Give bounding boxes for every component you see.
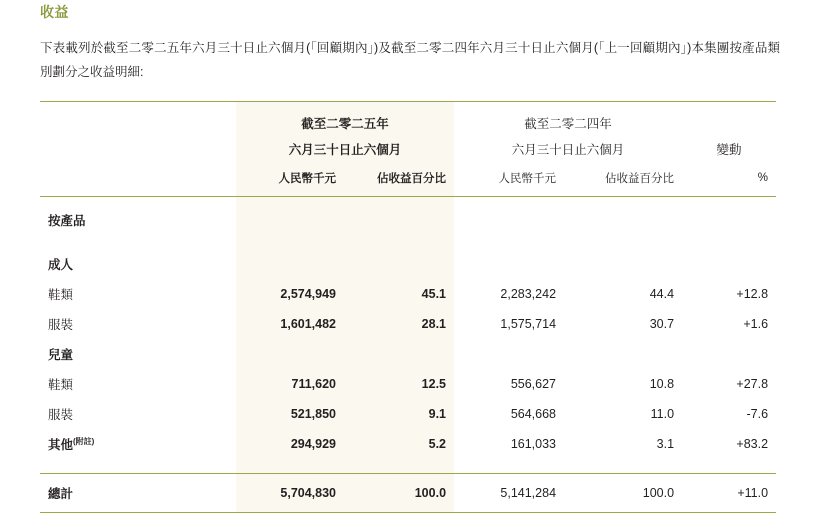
change-percent: +1.6 (743, 316, 769, 331)
other-label-text: 其他 (48, 437, 74, 452)
table-header-group-row (40, 101, 776, 136)
change-percent-total: +11.0 (682, 473, 776, 512)
header-change-label: 變動 (716, 142, 742, 157)
group-label-adult: 成人 (48, 257, 74, 272)
row-label-other (40, 429, 236, 459)
current-percent: 5.2 (344, 429, 454, 459)
section-label-by-product: 按產品 (48, 213, 86, 228)
prior-percent: 10.8 (649, 376, 675, 391)
change-percent: +27.8 (736, 376, 769, 391)
current-amount: 711,620 (236, 369, 344, 399)
current-percent-total: 100.0 (344, 473, 454, 512)
header-prior-period-title: 截至二零二四年 (454, 101, 682, 136)
table-row (40, 399, 776, 429)
footnote-marker: (附註) (73, 436, 95, 446)
prior-amount: 564,668 (510, 406, 557, 421)
row-label: 服裝 (48, 317, 74, 332)
row-label: 服裝 (48, 407, 74, 422)
group-header-row (40, 339, 776, 369)
row-label: 鞋類 (48, 287, 74, 302)
header-current-pct-unit: 佔收益百分比 (344, 168, 454, 196)
current-amount: 521,850 (236, 399, 344, 429)
current-percent: 12.5 (344, 369, 454, 399)
current-percent: 28.1 (344, 309, 454, 339)
change-percent: +83.2 (736, 436, 769, 451)
row-label-total: 總計 (40, 473, 236, 512)
current-percent: 9.1 (344, 399, 454, 429)
table-row (40, 309, 776, 339)
prior-amount: 161,033 (510, 436, 557, 451)
table-header-units-row (40, 168, 776, 196)
page-title: 收益 (40, 4, 69, 20)
prior-percent: 3.1 (656, 436, 675, 451)
prior-percent: 11.0 (650, 406, 675, 421)
prior-amount: 2,283,242 (500, 286, 557, 301)
header-prior-period-subtitle: 六月三十日止六個月 (511, 142, 625, 157)
table-header-subgroup-row (40, 136, 776, 168)
current-amount-total: 5,704,830 (236, 473, 344, 512)
table-section-label-row (40, 205, 776, 235)
header-current-period-title: 截至二零二五年 (236, 101, 454, 136)
change-percent: -7.6 (746, 406, 769, 421)
current-amount: 294,929 (236, 429, 344, 459)
change-percent: +12.8 (736, 286, 769, 301)
prior-amount-total: 5,141,284 (454, 473, 564, 512)
header-prior-rmb-unit: 人民幣千元 (498, 172, 557, 185)
current-amount: 1,601,482 (236, 309, 344, 339)
prior-percent: 30.7 (649, 316, 675, 331)
header-current-rmb-unit: 人民幣千元 (236, 168, 344, 196)
row-label: 鞋類 (48, 377, 74, 392)
prior-percent-total: 100.0 (564, 473, 682, 512)
spacer (40, 196, 776, 205)
header-change-unit: % (757, 171, 769, 184)
revenue-breakdown-table (40, 101, 776, 513)
header-prior-pct-unit: 佔收益百分比 (605, 172, 675, 185)
prior-amount: 556,627 (510, 376, 557, 391)
current-amount: 2,574,949 (236, 279, 344, 309)
group-label-kids: 兒童 (48, 347, 74, 362)
group-header-row (40, 249, 776, 279)
prior-amount: 1,575,714 (500, 316, 557, 331)
spacer (40, 235, 776, 249)
spacer (40, 459, 776, 473)
intro-paragraph: 下表載列於截至二零二五年六月三十日止六個月(「回顧期內」)及截至二零二四年六月三十日止六個月(「上一回顧期內」)本集團按產品類別劃分之收益明細: (40, 41, 780, 80)
current-percent: 45.1 (344, 279, 454, 309)
header-current-period-subtitle: 六月三十日止六個月 (236, 136, 454, 168)
table-row-total (40, 473, 776, 512)
table-row (40, 279, 776, 309)
table-row (40, 369, 776, 399)
table-row-other (40, 429, 776, 459)
prior-percent: 44.4 (649, 286, 675, 301)
